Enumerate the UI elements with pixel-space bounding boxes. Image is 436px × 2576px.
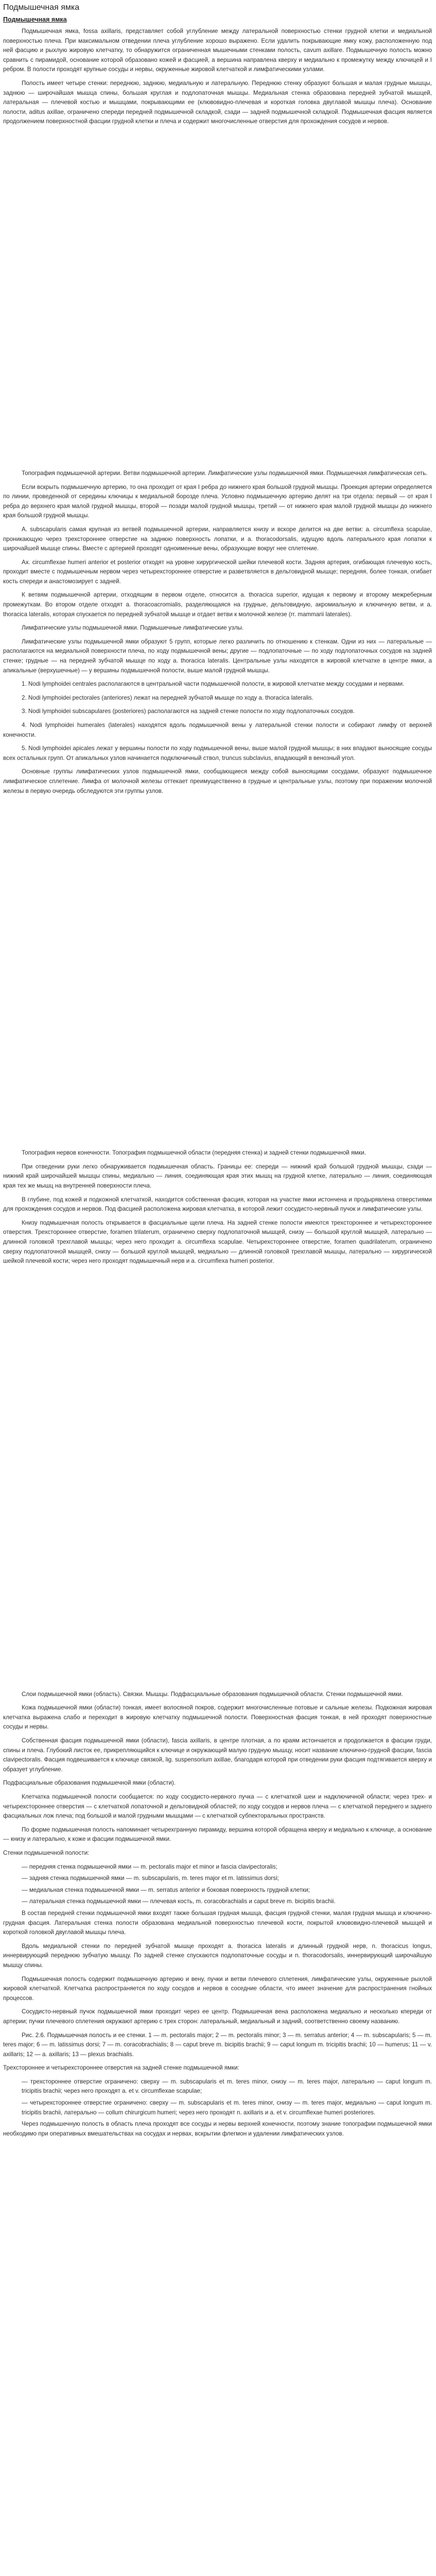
paragraph: Клетчатка подмышечной полости сообщается: по ходу сосудисто-нервного пучка — с клетчаткой шеи и надключичной области; через трех- и четырехстороннее отверстия — с клетчаткой лопаточной и дельтовидной областей; по ходу сосудов и нервов плеча — с клетчаткой переднего и заднего фасциальных лож плеча; под большой и малой грудными мышцами — с клетчаткой субпекторальных пространств.: [3, 1793, 432, 1820]
paragraph: Вдоль медиальной стенки по передней зубчатой мышце проходят a. thoracica lateralis и длинный грудной нерв, n. thoracicus longus, иннервирующий переднюю зубчатую мышцу. По задней стенке спускаются подлопаточные сосуды и n. thoracodorsalis, иннервирующий широчайшую мышцу спины.: [3, 1942, 432, 1969]
paragraph: Через подмышечную полость в область плеча проходят все сосуды и нервы верхней конечности, поэтому знание топографии подмышечной ямки необходимо при оперативных вмешательствах на сосудах и нервах, вскрытии флегмон и удалении лимфатических узлов.: [3, 2121, 432, 2137]
paragraph: Ах. circumflexae humeri anterior et posterior отходят на уровне хирургической шейки плечевой кости. Задняя артерия, огибающая плечевую кость, проходит вместе с подмышечным нервом через четырехстороннее отверстие и разветвляется в дельтовидной мышце; передняя, более тонкая, огибает кость спереди и анастомозирует с задней.: [3, 558, 432, 585]
paragraph: К ветвям подмышечной артерии, отходящим в первом отделе, относится a. thoracica superior, идущая к первому и второму межреберным промежуткам. Во втором отделе отходят a. thoracoacromialis, разделяющаяся на грудные, дельтовидную, акромиальную и ключичную ветви, и a. thoracica lateralis, которая спускается по передней зубчатой мышце и отдает ветви к молочной железе (rr. mammarii laterales).: [3, 591, 432, 618]
list-item: — трехстороннее отверстие ограничено: сверху — m. subscapularis et m. teres minor, снизу — m. teres major, латерально — caput longum m. tricipitis brachii; через него проходят a. et v. circumflexae scapulae;: [22, 2078, 432, 2095]
paragraph: Книзу подмышечная полость открывается в фасциальные щели плеча. На задней стенке полости имеются трехстороннее и четырехстороннее отверстия. Трехстороннее отверстие, foramen trilaterum, ограничено сверху подлопаточной мышцей, снизу — большой круглой мышцей, латерально — длинной головкой трехглавой мышцы; через него проходит a. circumflexa scapulae. Четырехстороннее отверстие, foramen quadrilaterum, ограничено сверху подлопаточной мышцей, снизу — большой круглой мышцей, медиально — длинной головкой трехглавой мышцы, латерально — хирургической шейкой плечевой кости; через него проходят подмышечный нерв и a. circumflexa humeri posterior.: [3, 1219, 432, 1265]
paragraph: Стенки подмышечной полости:: [3, 1850, 90, 1856]
figure-caption: Слои подмышечной ямки (область). Связки. Мышцы. Подфасциальные образования подмышечной области. Стенки подмышечной ямки.: [22, 1690, 403, 1698]
section-artery-lymph: [3, 469, 432, 796]
paragraph: Полость имеет четыре стенки: переднюю, заднюю, медиальную и латеральную. Переднюю стенку образуют большая и малая грудные мышцы, заднюю — широчайшая мышца спины, большая круглая и подлопаточная мышцы. Медиальная стенка образована передней зубчатой мышцей, латеральная — плечевой костью и мышцами, покрывающими ее (клювовидно-плечевая и короткая головка двуглавой мышцы плеча). Основание полости, aditus axillae, ограничено спереди передней подмышечной складкой, сзади — задней подмышечной складкой. Подмышечная фасция является продолжением поверхностной фасции грудной клетки и плеча и содержит многочисленные отверстия для прохождения сосудов и нервов.: [3, 79, 432, 125]
paragraph: Подмышечная ямка, fossa axillaris, представляет собой углубление между латеральной поверхностью стенки грудной клетки и медиальной поверхностью плеча. При максимальном отведении плеча углубление хорошо выражено. Если удалить покрывающие ямку кожу, расположенную под ней фасцию и рыхлую жировую клетчатку, то обнаружится ограниченная мышечными стенками полость, cavum axillare. Подмышечную полость можно сравнить с пирамидой, основание которой образовано кожей и фасцией, а вершина направлена кверху и медиально к промежутку между ключицей и I ребром. В полости проходят крупные сосуды и нервы, окруженные жировой клетчаткой и лимфатическими узлами.: [3, 28, 432, 73]
page-subtitle: Подмышечная ямка: [3, 16, 67, 23]
paragraph: Лимфатические узлы подмышечной ямки. Подмышечные лимфатические узлы.: [22, 624, 244, 632]
paragraph: Подфасциальные образования подмышечной ямки (области).: [3, 1780, 176, 1787]
paragraph: Если вскрыть подмышечную артерию, то она проходит от края I ребра до нижнего края большой грудной мышцы. Проекция артерии определяется по линии, проведенной от середины ключицы к медиальной борозде плеча. Условно подмышечную артерию делят на три отдела: первый — от края I ребра до верхнего края малой грудной мышцы, второй — позади малой грудной мышцы, третий — от нижнего края малой грудной мышцы до нижнего края большой грудной мышцы.: [3, 483, 432, 519]
paragraph: Лимфатические узлы подмышечной ямки образуют 5 групп, которые легко различить по отношению к стенкам. Одни из них — латеральные — располагаются на медиальной поверхности плеча, по ходу подмышечной вены; другие — подлопаточные — по ходу подлопаточных сосудов на задней стенке; грудные — на передней зубчатой мышце по ходу a. thoracica lateralis. Центральные узлы находятся в жировой клетчатке в центре ямки, а апикальные (верхушечные) — у вершины подмышечной полости, выше малой грудной мышцы.: [3, 638, 432, 674]
paragraph: 2. Nodi lymphoidei pectorales (anteriores) лежат на передней зубчатой мышце по ходу a. thoracica lateralis.: [22, 694, 313, 701]
paragraph: При отведении руки легко обнаруживается подмышечная область. Границы ее: спереди — нижний край большой грудной мышцы, сзади — нижний край широчайшей мышцы спины, медиально — линия, соединяющая края этих мышц на грудной клетке, латерально — линия, соединяющая края тех же мышц на внутренней поверхности плеча.: [3, 1163, 432, 1189]
paragraph: В состав передней стенки подмышечной ямки входят также большая грудная мышца, фасция грудной стенки, малая грудная мышца и ключично-грудная фасция. Латеральная стенка полости образована медиальной поверхностью плечевой кости, покрытой клювовидно-плечевой мышцей и короткой головкой двуглавой мышцы плеча.: [3, 1909, 432, 1936]
paragraph: A. subscapularis самая крупная из ветвей подмышечной артерии, направляется книзу и вскоре делится на две ветви: a. circumflexa scapulae, проникающую через трехстороннее отверстие на заднюю поверхность лопатки, и a. thoracodorsalis, идущую вдоль латерального края лопатки к широчайшей мышце спины. Вместе с артерией проходят одноименные вены, образующие вокруг нее сплетение.: [3, 526, 432, 552]
section-layers: [3, 1690, 432, 2139]
paragraph: 3. Nodi lymphoidei subscapulares (posteriores) располагаются на задней стенке полости по ходу подлопаточных сосудов.: [22, 708, 355, 715]
paragraph: Рис. 2.6. Подмышечная полость и ее стенки. 1 — m. pectoralis major; 2 — m. pectoralis minor; 3 — m. serratus anterior; 4 — m. subscapularis; 5 — m. teres major; 6 — m. latissimus dorsi; 7 — m. coracobrachialis; 8 — caput breve m. bicipitis brachii; 9 — caput longum m. tricipitis brachii; 10 — humerus; 11 — v. axillaris; 12 — a. axillaris; 13 — plexus brachialis.: [3, 2031, 432, 2058]
page-title: Подмышечная ямка: [3, 3, 80, 12]
paragraph: Собственная фасция подмышечной ямки (области), fascia axillaris, в центре плотная, а по краям истончается и продолжается в фасции груди, спины и плеча. Глубокий листок ее, прикрепляющийся к ключице и окружающий малую грудную мышцу, носит название ключично-грудной фасции, fascia clavipectoralis. Фасция подвешивается к ключице связкой, lig. suspensorium axillae, благодаря которой при отведении руки фасция подтягивается кверху и образует углубление.: [3, 1737, 432, 1773]
paragraph: 4. Nodi lymphoidei humerales (laterales) находятся вдоль подмышечной вены у латеральной стенки полости и собирают лимфу от верхней конечности.: [3, 722, 432, 738]
paragraph: Кожа подмышечной ямки (области) тонкая, имеет волосяной покров, содержит многочисленные потовые и сальные железы. Подкожная жировая клетчатка выражена слабо и переходит в жировую клетчатку подмышечной полости. Поверхностная фасция тонкая, в ней проходят поверхностные сосуды и нервы.: [3, 1704, 432, 1731]
paragraph: Основные группы лимфатических узлов подмышечной ямки, сообщающиеся между собой выносящими сосудами, образуют подмышечное лимфатическое сплетение. Лимфа от молочной железы оттекает преимущественно в грудные и центральные узлы, поэтому при поражении молочной железы в первую очередь обследуются эти группы узлов.: [3, 768, 432, 794]
section-topography: [3, 1148, 432, 1266]
section-intro: [3, 27, 432, 127]
paragraph: 5. Nodi lymphoidei apicales лежат у вершины полости по ходу подмышечной вены, выше малой грудной мышцы; в них впадают выносящие сосуды всех остальных групп. От апикальных узлов начинается подключичный ствол, truncus subclavius, впадающий в венозный угол.: [3, 745, 432, 761]
paragraph: Трехстороннее и четырехстороннее отверстия на задней стенке подмышечной ямки:: [3, 2064, 239, 2072]
paragraph: По форме подмышечная полость напоминает четырехгранную пирамиду, вершина которой обращена кверху и медиально к ключице, а основание — книзу и латерально, к коже и фасции подмышечной ямки.: [3, 1826, 432, 1843]
paragraph: В глубине, под кожей и подкожной клетчаткой, находится собственная фасция, которая на участке ямки истончена и продырявлена отверстиями для прохождения сосудов и нервов. Под фасцией расположена жировая клетчатка, в которой лежит сосудисто-нервный пучок и лимфатические узлы.: [3, 1196, 432, 1213]
list-item: — четырехстороннее отверстие ограничено: сверху — m. subscapularis et m. teres minor, снизу — m. teres major, медиально — caput longum m. tricipitis brachii, латерально — collum chirurgicum humeri; через него проходят n. axillaris и a. et v. circumflexae humeri posteriores.: [22, 2099, 432, 2116]
list-item: — задняя стенка подмышечной ямки — m. subscapularis, m. teres major et m. latissimus dorsi;: [22, 1875, 279, 1882]
paragraph: Подмышечная полость содержит подмышечную артерию и вену, пучки и ветви плечевого сплетения, лимфатические узлы, окруженные рыхлой жировой клетчаткой. Клетчатка распространяется по ходу сосудов и нервов в соседние области, что имеет значение для распространения гнойных процессов.: [3, 1975, 432, 2002]
paragraph: Топография подмышечной артерии. Ветви подмышечной артерии. Лимфатические узлы подмышечной ямки. Подмышечная лимфатическая сеть.: [22, 469, 428, 477]
figure-axillary-fossa: [3, 131, 432, 465]
figure-axillary-region: [3, 800, 432, 1144]
figure-axillary-walls: [3, 1270, 432, 1686]
paragraph: Сосудисто-нервный пучок подмышечной ямки проходит через ее центр. Подмышечная вена расположена медиально и несколько кпереди от артерии; пучки плечевого сплетения окружают артерию с трех сторон: латеральный, медиальный и задний, соответственно своему названию.: [3, 2008, 432, 2025]
list-item: — передняя стенка подмышечной ямки — m. pectoralis major et minor и fascia clavipectoralis;: [22, 1863, 277, 1870]
list-item: — латеральная стенка подмышечной ямки — плечевая кость, m. coracobrachialis и caput breve m. bicipitis brachii.: [22, 1898, 336, 1905]
figure-caption: Топография нервов конечности. Топография подмышечной области (передняя стенка) и задней стенки подмышечной ямки.: [22, 1149, 366, 1157]
paragraph: 1. Nodi lymphoidei centrales располагаются в центральной части подмышечной полости, в жировой клетчатке между сосудами и нервами.: [22, 681, 405, 688]
list-item: — медиальная стенка подмышечной ямки — m. serratus anterior и боковая поверхность грудной клетки;: [22, 1886, 310, 1893]
